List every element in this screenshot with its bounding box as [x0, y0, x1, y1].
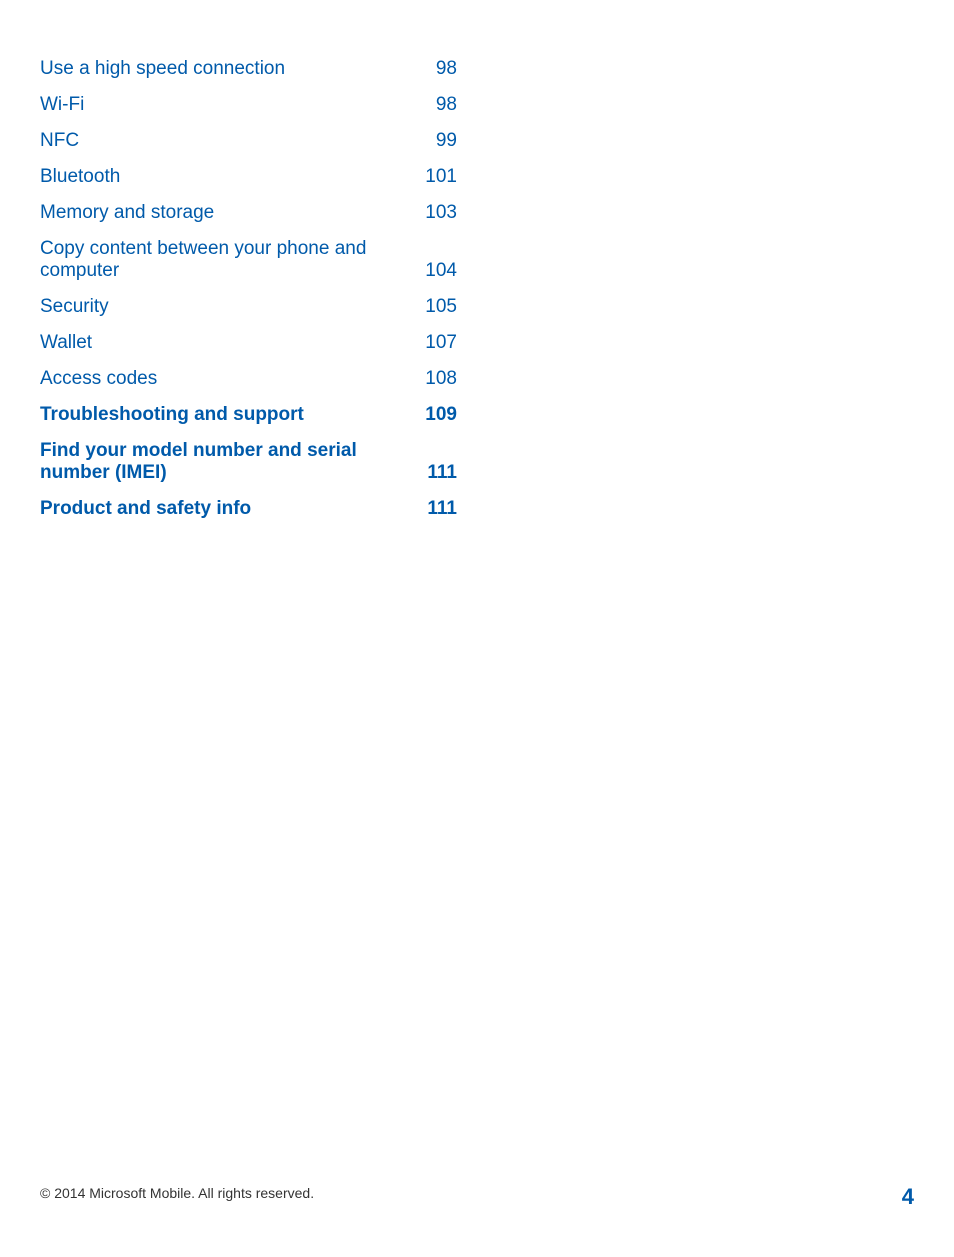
toc-entry-label[interactable]: Memory and storage: [40, 202, 215, 223]
toc-entry-label[interactable]: Copy content between your phone and computer: [40, 238, 367, 281]
toc-section-label[interactable]: Find your model number and serial number (IMEI): [40, 440, 357, 483]
toc-entry-label[interactable]: Security: [40, 296, 109, 317]
toc-entry-page[interactable]: 101: [425, 166, 457, 187]
toc-entry-label[interactable]: Wallet: [40, 332, 93, 353]
toc-entry[interactable]: [40, 200, 457, 226]
toc-section-entry[interactable]: [40, 438, 457, 486]
toc-entry-page[interactable]: 105: [425, 296, 457, 317]
table-of-contents: [40, 56, 457, 532]
toc-entry[interactable]: [40, 164, 457, 190]
toc-entry-page[interactable]: 103: [425, 202, 457, 223]
toc-entry[interactable]: [40, 366, 457, 392]
toc-entry-page[interactable]: 98: [435, 58, 457, 79]
toc-section-entry[interactable]: [40, 496, 457, 522]
toc-entry[interactable]: [40, 128, 457, 154]
toc-entry-label[interactable]: NFC: [40, 130, 80, 151]
toc-section-label[interactable]: Troubleshooting and support: [40, 404, 304, 425]
toc-entry-page[interactable]: 99: [435, 130, 457, 151]
toc-entry[interactable]: [40, 92, 457, 118]
toc-entry[interactable]: [40, 330, 457, 356]
toc-entry-page[interactable]: 107: [425, 332, 457, 353]
page-number: 4: [901, 1184, 914, 1209]
toc-entry-label[interactable]: Bluetooth: [40, 166, 121, 187]
toc-entry[interactable]: [40, 294, 457, 320]
toc-section-page[interactable]: 111: [427, 498, 457, 519]
copyright-notice: © 2014 Microsoft Mobile. All rights reserved.: [40, 1185, 315, 1201]
toc-entry-label[interactable]: Wi-Fi: [40, 94, 85, 115]
toc-entry-page[interactable]: 108: [425, 368, 457, 389]
toc-section-page[interactable]: 109: [425, 404, 457, 425]
toc-section-entry[interactable]: [40, 402, 457, 428]
toc-entry[interactable]: [40, 236, 457, 284]
toc-entry-page[interactable]: 104: [425, 260, 457, 281]
toc-entry-label[interactable]: Use a high speed connection: [40, 58, 286, 79]
toc-entry-page[interactable]: 98: [435, 94, 457, 115]
toc-section-page[interactable]: 111: [427, 462, 457, 483]
toc-entry-label[interactable]: Access codes: [40, 368, 158, 389]
toc-section-label[interactable]: Product and safety info: [40, 498, 252, 519]
toc-entry[interactable]: [40, 56, 457, 82]
